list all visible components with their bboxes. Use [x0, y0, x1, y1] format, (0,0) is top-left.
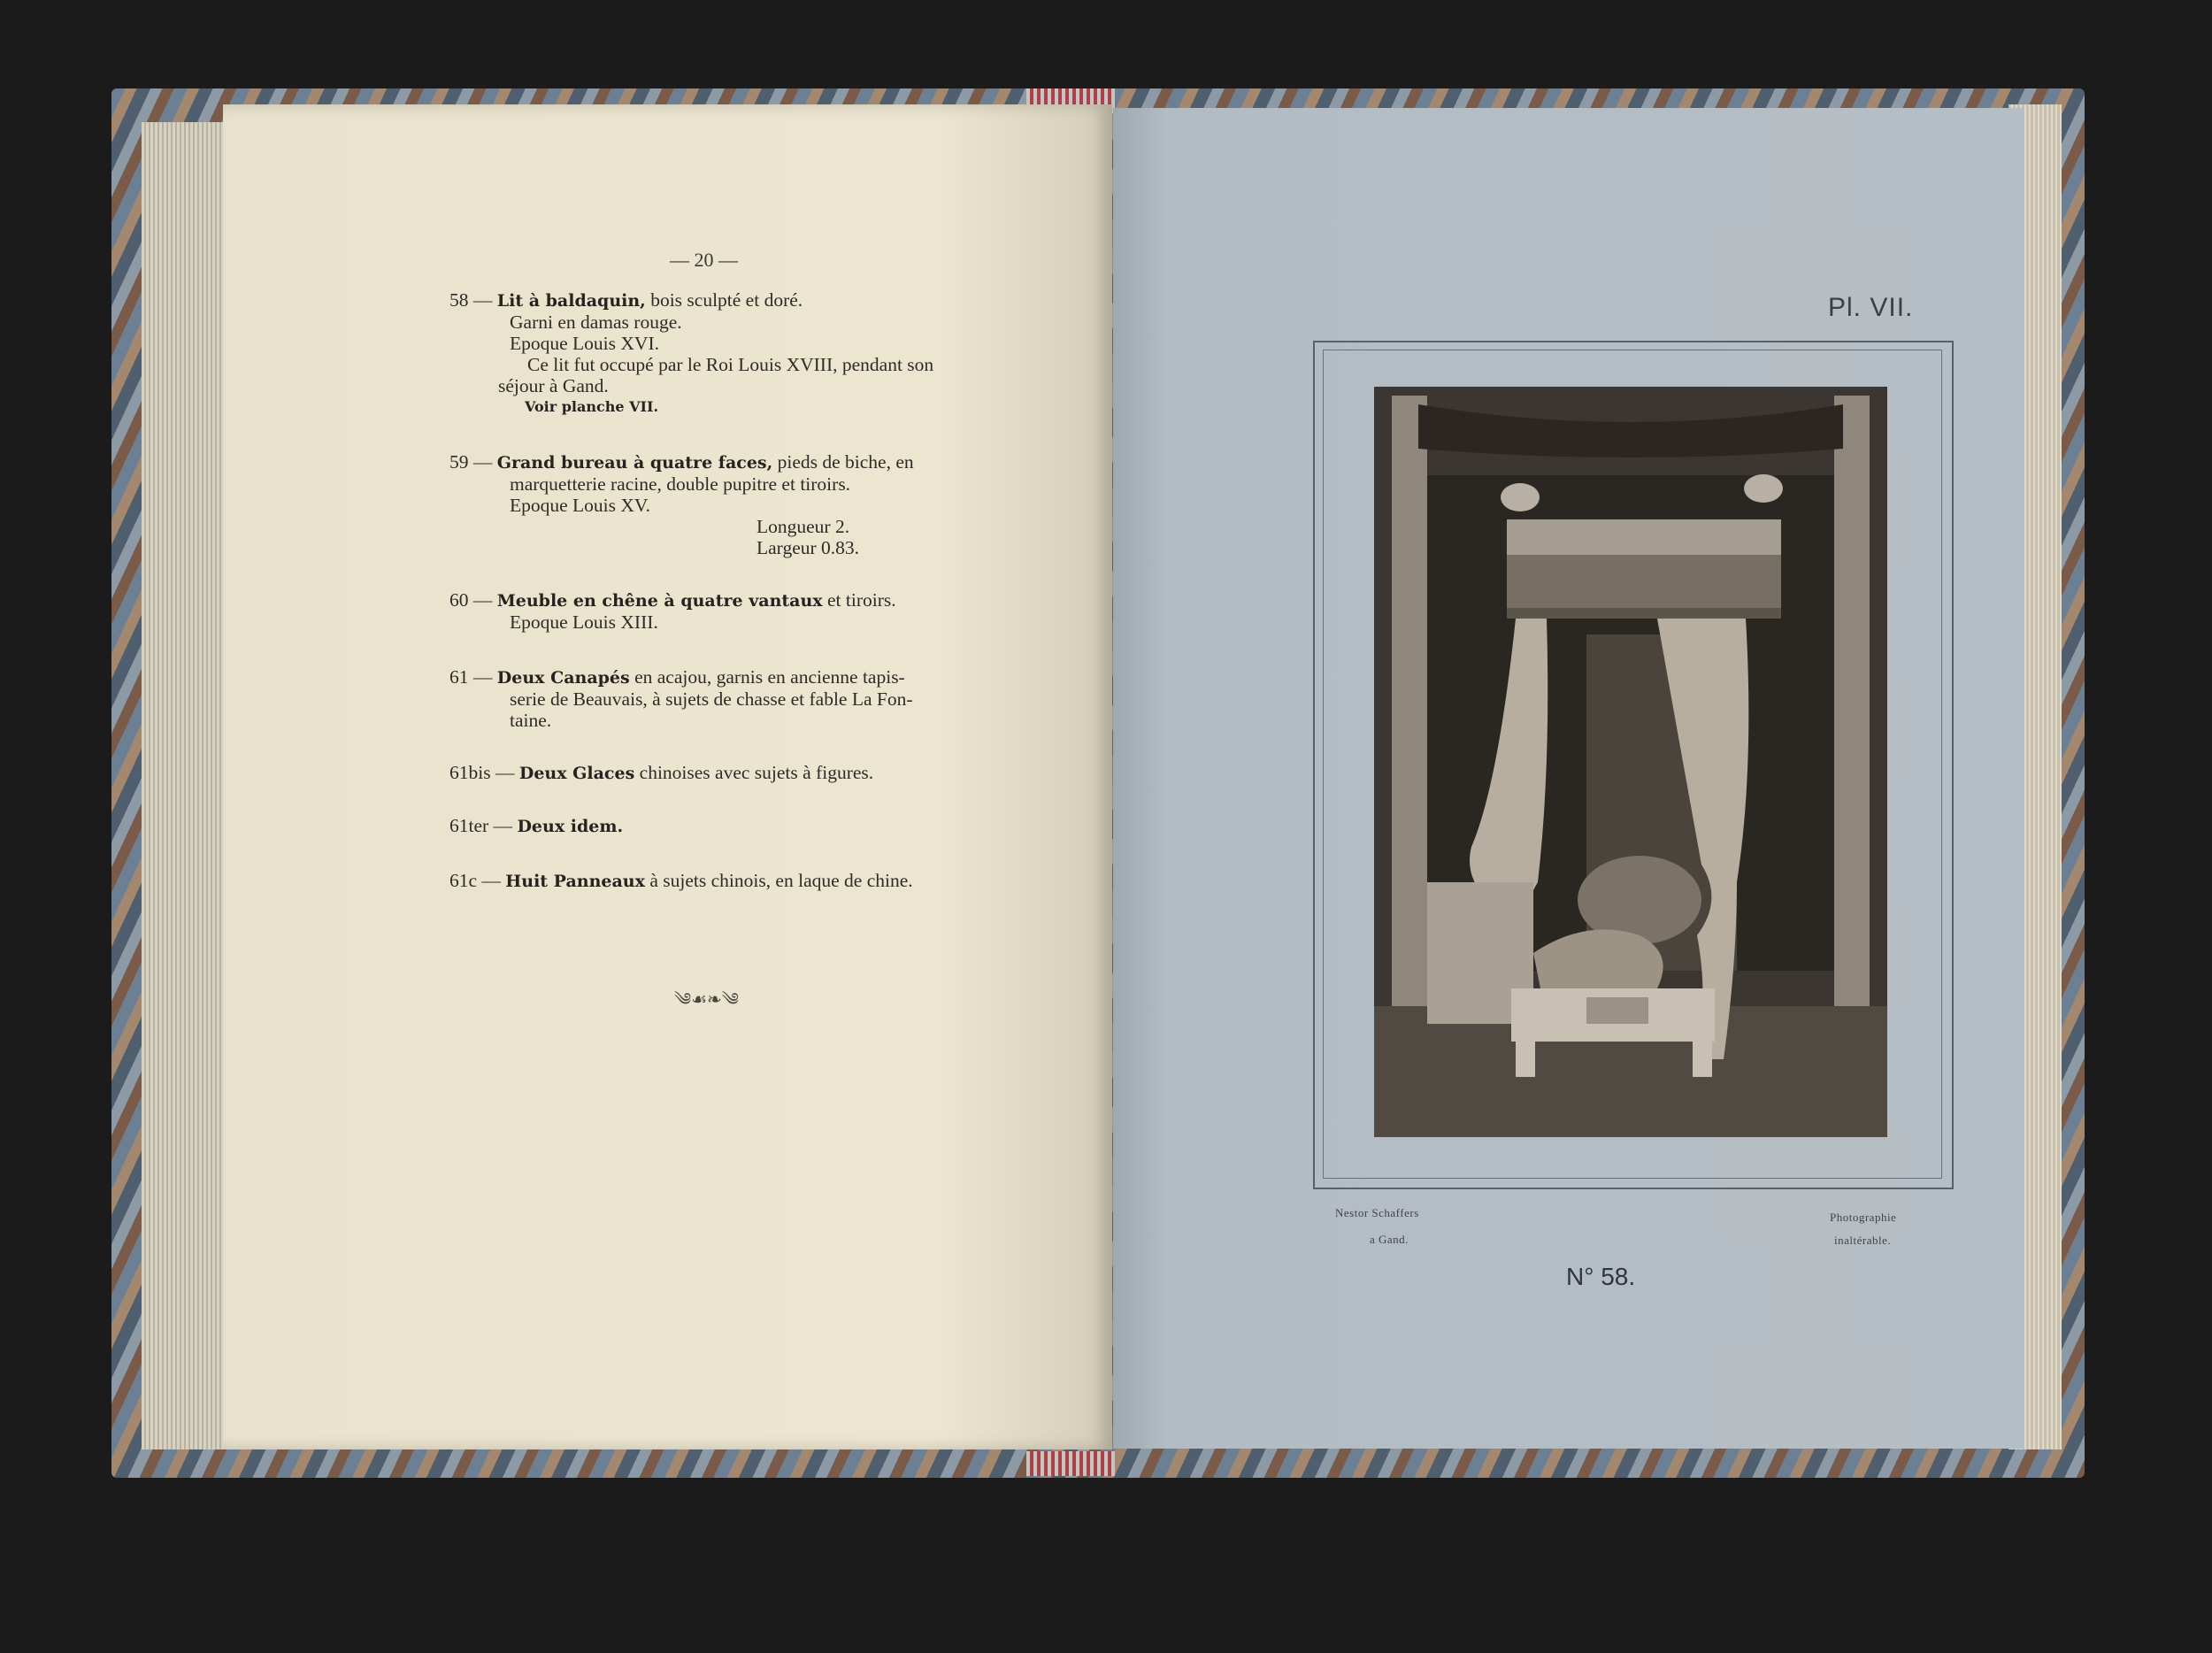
catalog-entry-58	[449, 289, 963, 418]
entry-title: Deux Canapés	[496, 668, 630, 688]
entry-number: 61 —	[449, 666, 493, 688]
entry-text: en acajou, garnis en ancienne tapis-	[629, 666, 905, 688]
catalog-entry-61c	[449, 870, 963, 892]
entry-title: Meuble en chêne à quatre vantaux	[496, 591, 823, 611]
photographer-name: Nestor Schaffers	[1335, 1206, 1419, 1219]
catalog-entry-59	[449, 451, 963, 558]
entry-line: Epoque Louis XV.	[510, 495, 651, 516]
canopy-bed-illustration	[1374, 387, 1887, 1137]
photo-process-label: Photographie	[1830, 1211, 1897, 1224]
entry-text: et tiroirs.	[822, 589, 896, 611]
entry-number: 61c —	[449, 870, 501, 891]
entry-number: 60 —	[449, 589, 493, 611]
entry-number: 61bis —	[449, 762, 515, 783]
plate-label: Pl. VII.	[1828, 293, 1914, 322]
entry-line: Largeur 0.83.	[757, 537, 860, 558]
entry-line: taine.	[510, 710, 552, 731]
entry-line: marquetterie racine, double pupitre et tiroirs.	[510, 473, 851, 495]
entry-text: bois sculpté et doré.	[645, 289, 803, 311]
entry-title: Deux idem.	[517, 817, 624, 836]
canopy-bed-photograph	[1374, 387, 1887, 1137]
entry-line: Epoque Louis XVI.	[510, 333, 659, 354]
entry-text: chinoises avec sujets à figures.	[634, 762, 874, 783]
entry-title: Deux Glaces	[518, 764, 635, 783]
entry-title: Grand bureau à quatre faces,	[496, 453, 773, 473]
catalog-entry-61	[449, 666, 963, 731]
plate-reference: Voir planche VII.	[525, 398, 659, 415]
entry-line: séjour à Gand.	[498, 375, 609, 396]
entry-text: à sujets chinois, en laque de chine.	[644, 870, 913, 891]
photographer-city: a Gand.	[1370, 1233, 1409, 1246]
spine-headband-bottom	[1026, 1451, 1115, 1476]
ornament-flourish: ༄☙❧༄	[674, 990, 739, 1010]
entry-text: pieds de biche, en	[772, 451, 914, 473]
entry-line: serie de Beauvais, à sujets de chasse et fable La Fon-	[510, 688, 913, 710]
page-number: — 20 —	[670, 249, 738, 271]
entry-number: 61ter —	[449, 815, 513, 836]
catalog-entry-61bis	[449, 762, 963, 784]
catalog-entry-61ter	[449, 815, 963, 837]
plate-number: N° 58.	[1566, 1263, 1636, 1290]
catalog-entry-60	[449, 589, 963, 633]
photo-process-label-2: inaltérable.	[1834, 1234, 1892, 1247]
entry-number: 59 —	[449, 451, 493, 473]
entry-line: Garni en damas rouge.	[510, 311, 682, 333]
entry-line: Ce lit fut occupé par le Roi Louis XVIII, pendant son	[527, 354, 934, 375]
entry-line: Longueur 2.	[757, 516, 850, 537]
entry-number: 58 —	[449, 289, 493, 311]
entry-title: Lit à baldaquin,	[496, 291, 646, 311]
entry-line: Epoque Louis XIII.	[510, 611, 658, 633]
entry-title: Huit Panneaux	[505, 872, 645, 891]
